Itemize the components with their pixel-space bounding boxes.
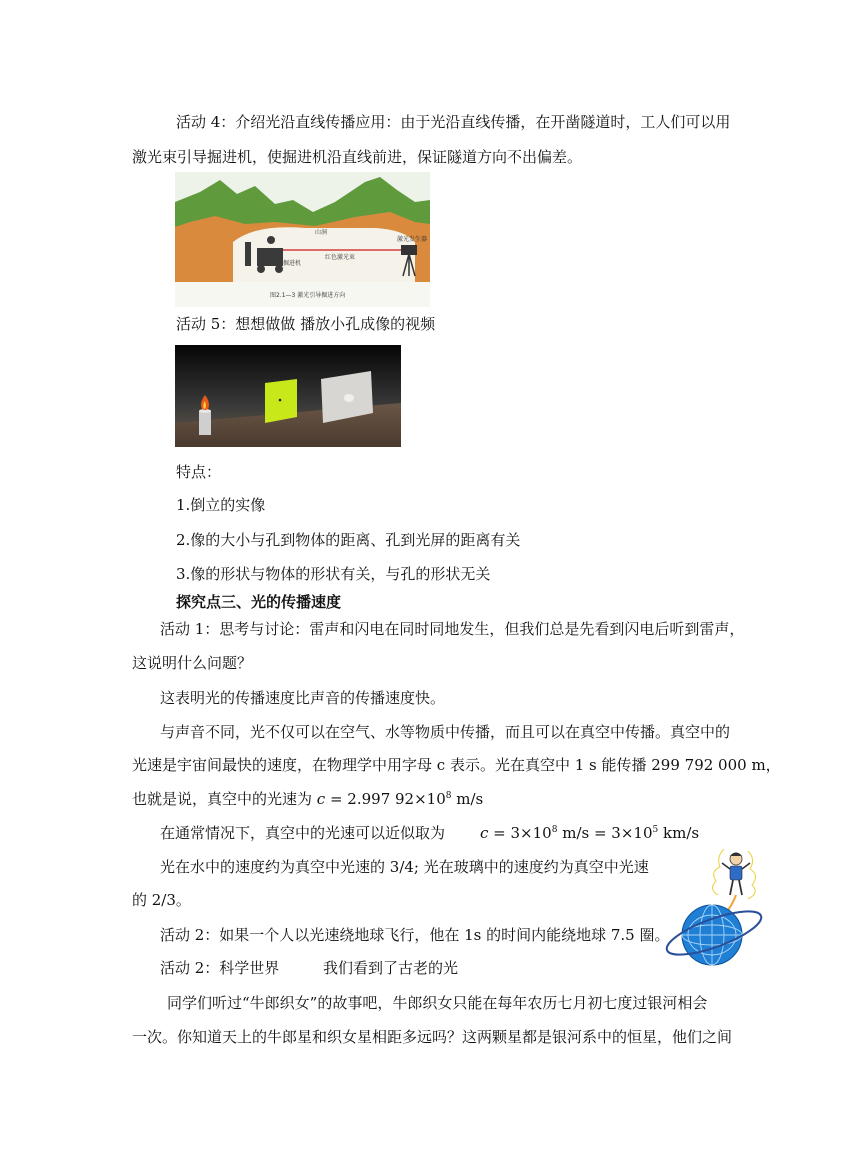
p5-line1: 光在水中的速度约为真空中光速的 3/4; 光在玻璃中的速度约为真空中光速 <box>160 858 649 876</box>
activity4-line2: 激光束引导掘进机，使掘进机沿直线前进，保证隧道方向不出偏差。 <box>132 148 583 166</box>
pinhole-illustration <box>175 345 401 447</box>
exponent: 8 <box>551 825 558 835</box>
figure-caption: 图2.1—3 激光引导掘进方向 <box>270 292 346 299</box>
feature-item: 3.像的形状与物体的形状有关，与孔的形状无关 <box>176 565 491 583</box>
p4-equation: = 3×10 <box>488 824 552 842</box>
p3-line1: 与声音不同，光不仅可以在空气、水等物质中传播，而且可以在真空中传播。真空中的 <box>160 723 731 741</box>
exponent: 5 <box>652 825 659 835</box>
exponent: 8 <box>445 791 452 801</box>
feature-item: 1.倒立的实像 <box>176 496 266 514</box>
p2-line: 这表明光的传播速度比声音的传播速度快。 <box>160 689 446 707</box>
p3-equation: = 2.997 92×10 <box>325 790 446 808</box>
label-machine: 掘进机 <box>283 260 302 267</box>
activity5-line: 活动 5：想想做做 播放小孔成像的视频 <box>176 315 436 333</box>
tunnel-laser-figure <box>175 172 430 307</box>
p4-equation: m/s = 3×10 <box>557 824 653 842</box>
label-emitter: 激光发生器 <box>397 236 428 243</box>
p1-line2: 这说明什么问题？ <box>132 654 253 672</box>
p3-line2: 光速是宇宙间最快的速度，在物理学中用字母 c 表示。光在真空中 1 s 能传播 299 792 000 m， <box>132 756 781 774</box>
feature-item: 2.像的大小与孔到物体的距离、孔到光屏的距离有关 <box>176 531 521 549</box>
p3-text: 也就是说，真空中的光速为 <box>132 790 317 808</box>
c-symbol: c <box>316 790 326 808</box>
features-title: 特点： <box>176 463 222 481</box>
activity4-line1: 活动 4：介绍光沿直线传播应用：由于光沿直线传播，在开凿隧道时，工人们可以用 <box>176 113 731 131</box>
c-symbol: c <box>480 824 489 842</box>
unit: km/s <box>658 824 700 842</box>
label-mountain: 山洞 <box>315 229 328 236</box>
globe-illustration <box>660 845 772 970</box>
p4-text: 在通常情况下，真空中的光速可以近似取为 <box>160 824 446 842</box>
p5-line2: 的 2/3。 <box>132 891 191 909</box>
section-heading: 探究点三、光的传播速度 <box>176 593 342 611</box>
p6-line: 活动 2：如果一个人以光速绕地球飞行，他在 1s 的时间内能绕地球 7.5 圈。 <box>160 926 670 944</box>
p7-title: 我们看到了古老的光 <box>323 959 459 977</box>
p7-label: 活动 2：科学世界 <box>160 959 280 977</box>
p3-line3 <box>132 789 483 809</box>
p8-line1: 同学们听过“牛郎织女”的故事吧，牛郎织女只能在每年农历七月初七度过银河相会 <box>167 994 708 1012</box>
label-laser: 红色激光束 <box>325 254 356 261</box>
tunnel-illustration <box>175 172 430 307</box>
p4-formula <box>480 823 699 843</box>
pinhole-camera-figure <box>175 345 401 447</box>
unit: m/s <box>451 790 484 808</box>
p1-line1: 活动 1：思考与讨论：雷声和闪电在同时同地发生，但我们总是先看到闪电后听到雷声， <box>160 620 745 638</box>
p8-line2: 一次。你知道天上的牛郎星和织女星相距多远吗？这两颗星都是银河系中的恒星，他们之间 <box>132 1028 733 1046</box>
globe-person-icon <box>660 845 772 970</box>
